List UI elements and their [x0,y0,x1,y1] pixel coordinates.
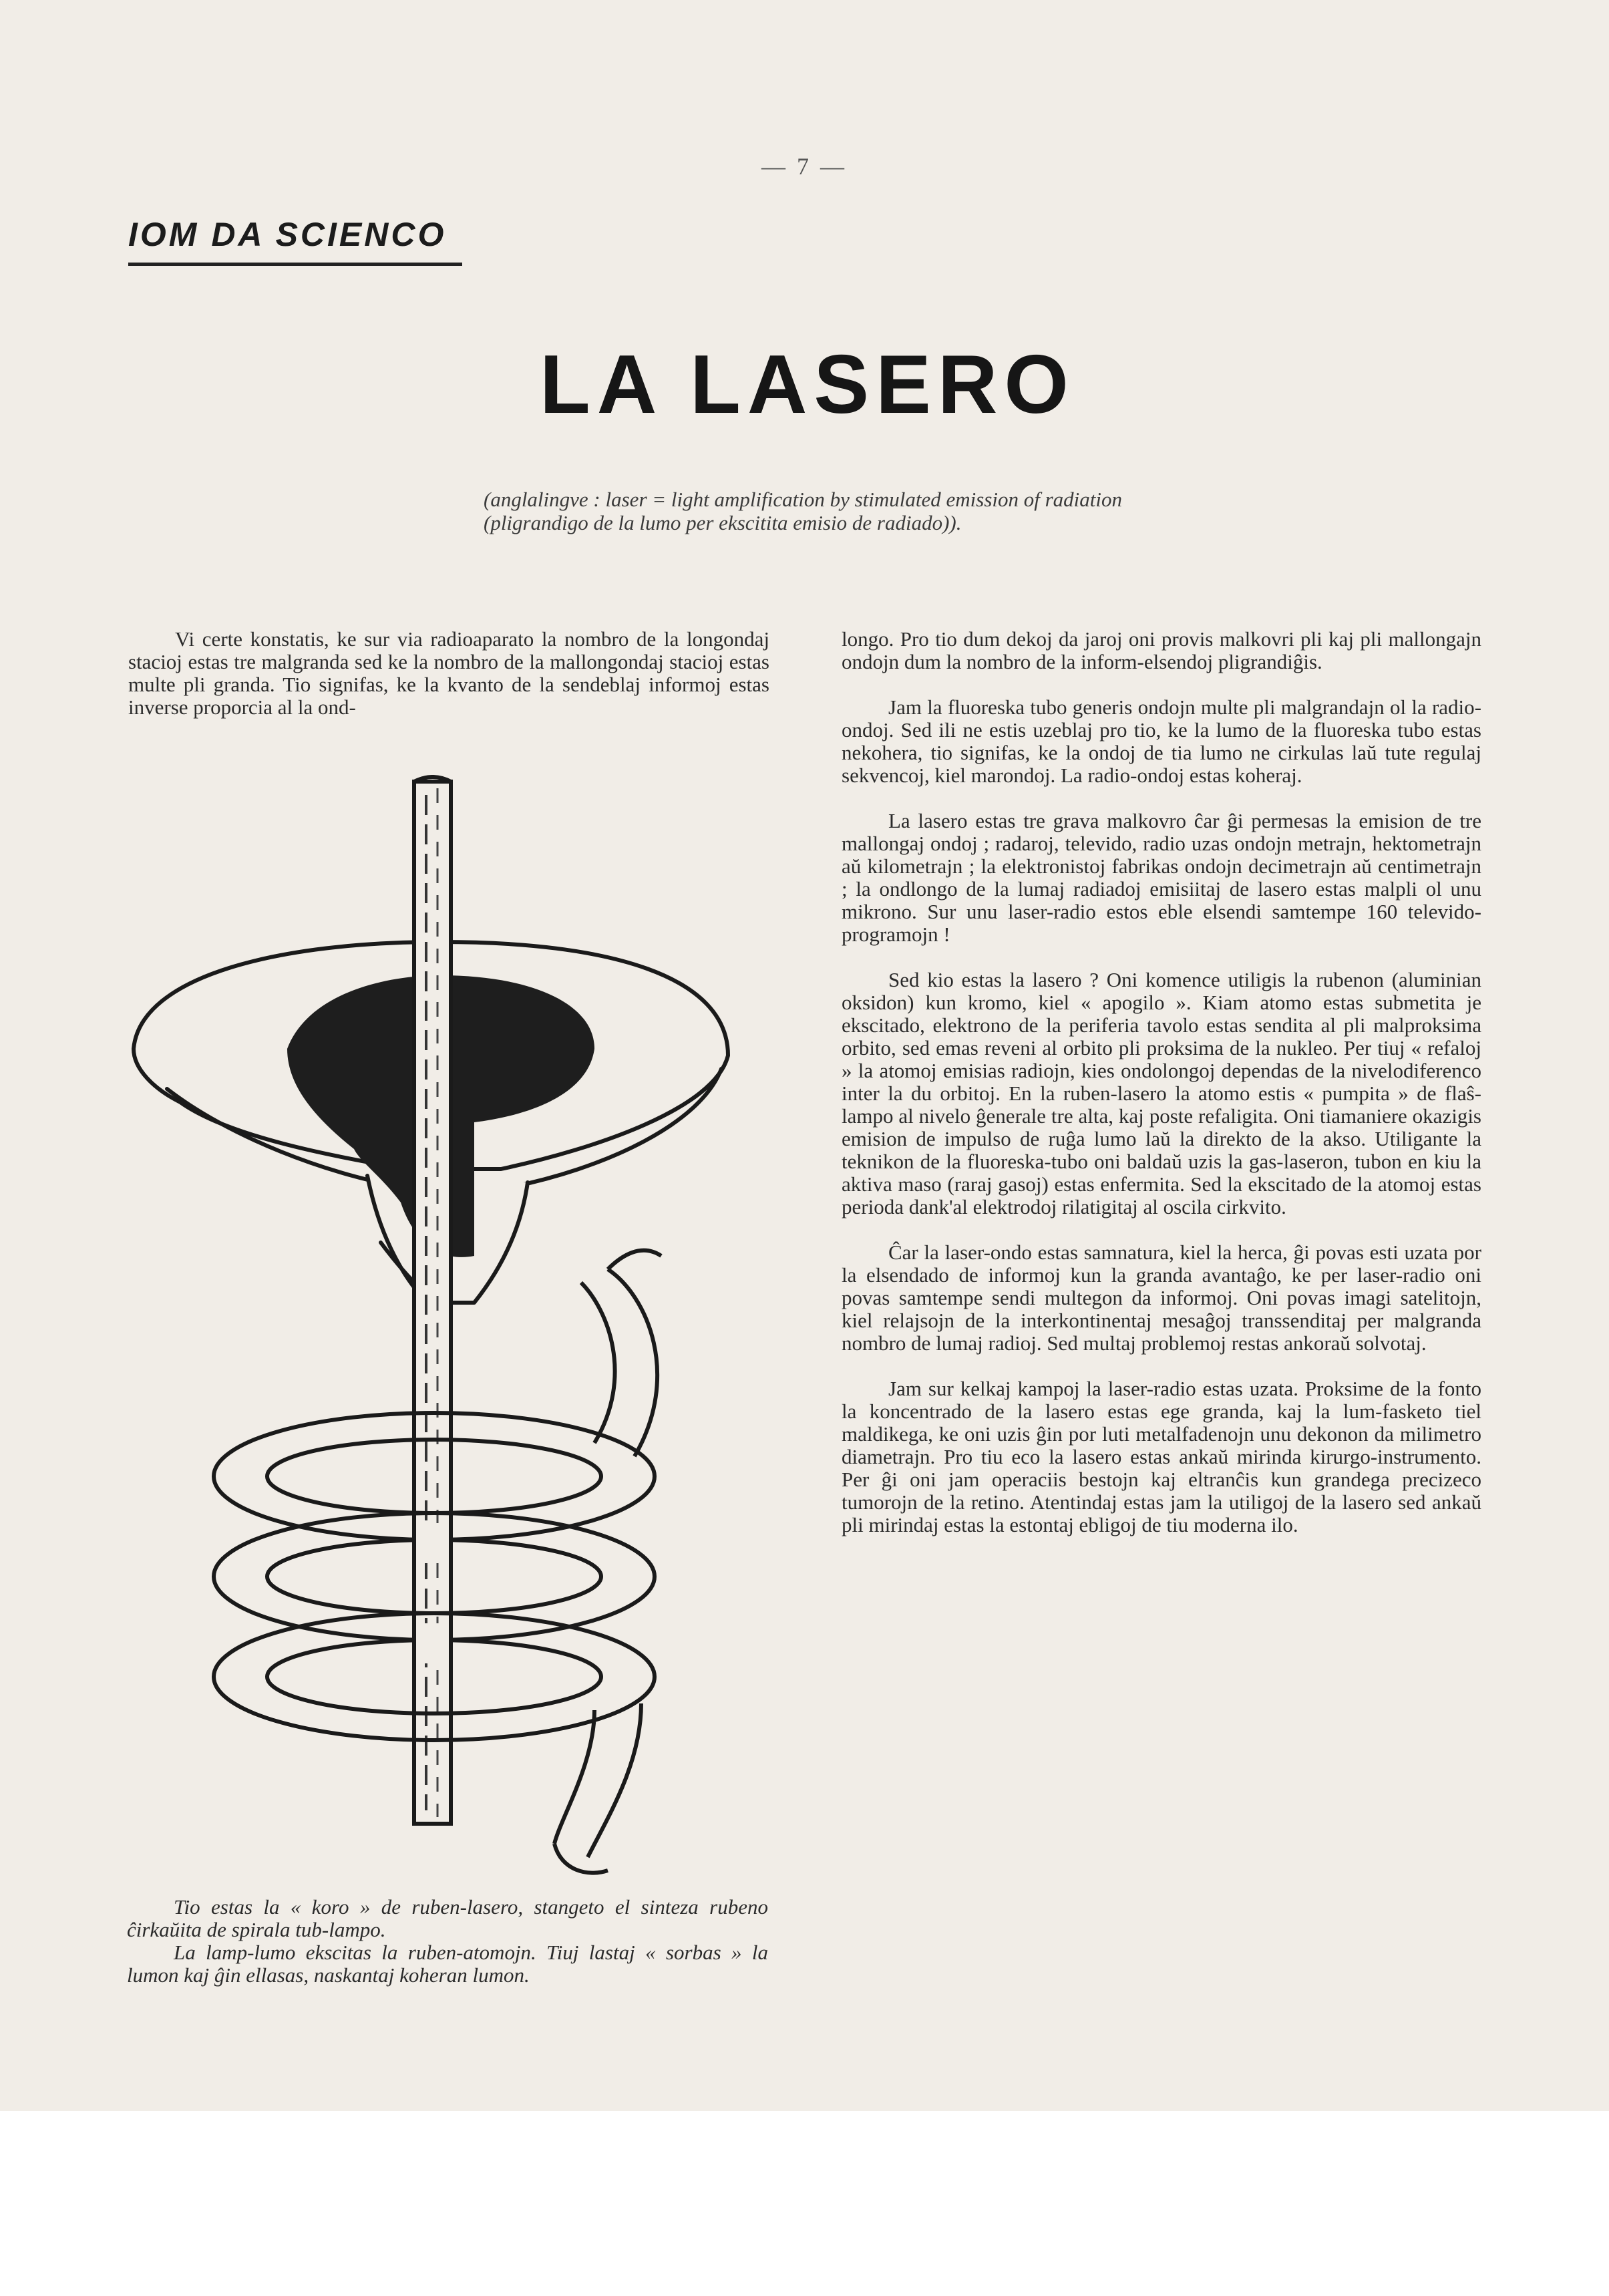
article-title: LA LASERO [540,339,1075,431]
left-column [128,628,769,719]
paragraph: longo. Pro tio dum dekoj da jaroj oni provis malkovri pli kaj pli mallongajn ondojn dum la nombro de la inform-elsendoj pligrandiĝis. [842,627,1481,673]
section-underline [128,263,462,266]
figure-caption [127,1896,768,1987]
paragraph: Vi certe konstatis, ke sur via radioaparato la nombro de la longondaj stacioj estas tre malgranda sed ke la nombro de la mallongondaj stacioj estas multe pli granda. Tio signifas, ke la kvanto de la sendeblaj informoj estas inverse proporcia al la ond- [128,627,769,719]
caption-line: Tio estas la « koro » de ruben-lasero, stangeto el sinteza rubeno ĉirkaŭita de spirala tub-lampo. [127,1895,768,1941]
ruby-laser-illustration [127,775,768,1884]
paragraph: Ĉar la laser-ondo estas samnatura, kiel la herca, ĝi povas esti uzata por la elsendado de informoj kun la granda avantaĝo, ke per laser-radio oni povas samtempe sendi multegon da informoj. Oni povas imagi satelitojn, kiel relajsojn de la interkontinentaj mesaĝoj transsenditaj per malgranda nombro de lumaj radioj. Sed multaj problemoj restas ankoraŭ solvotaj. [842,1241,1481,1355]
paragraph: Jam la fluoreska tubo generis ondojn multe pli malgrandajn ol la radio-ondoj. Sed ili ne estis uzeblaj pro tio, ke la lumo de la fluoreska tubo estas nekohera, tio signifas, ke la ondoj de tia lumo ne cirkulas laŭ tute regulaj sekvencoj, kiel marondoj. La radio-ondoj estas koheraj. [842,695,1481,787]
paragraph: Jam sur kelkaj kampoj la laser-radio estas uzata. Proksime de la fonto la koncentrado de la lasero estas ege granda, kaj la lum-fasketo tiel maldikega, ke oni uzis ĝin por luti metalfadenojn unu dekonon da milimetro diametrajn. Pro tiu eco la lasero estas ankaŭ mirinda kirurgo-instrumento. Per ĝi oni jam operaciis bestojn kaj eltranĉis kun grandega precizeco tumorojn de la retino. Atentindaj estas jam la utiligoj de la lasero sed ankaŭ pli mirindaj estas la estontaj ebligoj de tiu moderna ilo. [842,1377,1481,1536]
paragraph: La lasero estas tre grava malkovro ĉar ĝi permesas la emision de tre mallongaj ondoj ; radaroj, televido, radio uzas ondojn metrajn, hektometrajn aŭ kilometrajn ; la elektronistoj fabrikas ondojn decimetrajn aŭ centimetrajn ; la ondlongo de la lumaj radiadoj emisiitaj de lasero estas malpli ol unu mikrono. Sur unu laser-radio estos eble elsendi samtempe 160 televido-programojn ! [842,809,1481,946]
page-number: — 7 — [761,153,847,180]
caption-line: La lamp-lumo ekscitas la ruben-atomojn. Tiuj lastaj « sorbas » la lumon kaj ĝin ellasas, naskantaj koheran lumon. [127,1941,768,1987]
paragraph: Sed kio estas la lasero ? Oni komence utiligis la rubenon (aluminian oksidon) kun kromo, kiel « apogilo ». Kiam atomo estas submetita je ekscitado, elektrono de la periferia tavolo estas sendita al pli malproksima orbito, sed emas reveni al orbito pli proksima de la nukleo. Per tiuj « refaloj » la atomoj emisias radiojn, kies ondolongoj dependas de la nivelodiferenco inter la du orbitoj. En la ruben-lasero la atomo estis « pumpita » de flaŝ-lampo al nivelo ĝenerale tre alta, kaj poste refaligita. Oni tiamaniere okazigis emision de impulso de ruĝa lumo laŭ la direkto de la akso. Utiligante la teknikon de la fluoreska-tubo oni baldaŭ uzis la gas-laseron, tubon en kiu la aktiva maso (raraj gasoj) estas enfermita. Sed la ekscitado de la atomoj estas perioda dank'al elektrodoj rilatigitaj al oscila cirkvito. [842,968,1481,1218]
right-column [842,628,1481,1559]
section-label: IOM DA SCIENCO [128,216,447,253]
ruby-rod [414,777,451,1824]
article-subtitle: (anglalingve : laser = light amplification by stimulated emission of radiation (pligrandigo de la lumo per ekscitita emisio de radiado)). [484,488,1123,534]
